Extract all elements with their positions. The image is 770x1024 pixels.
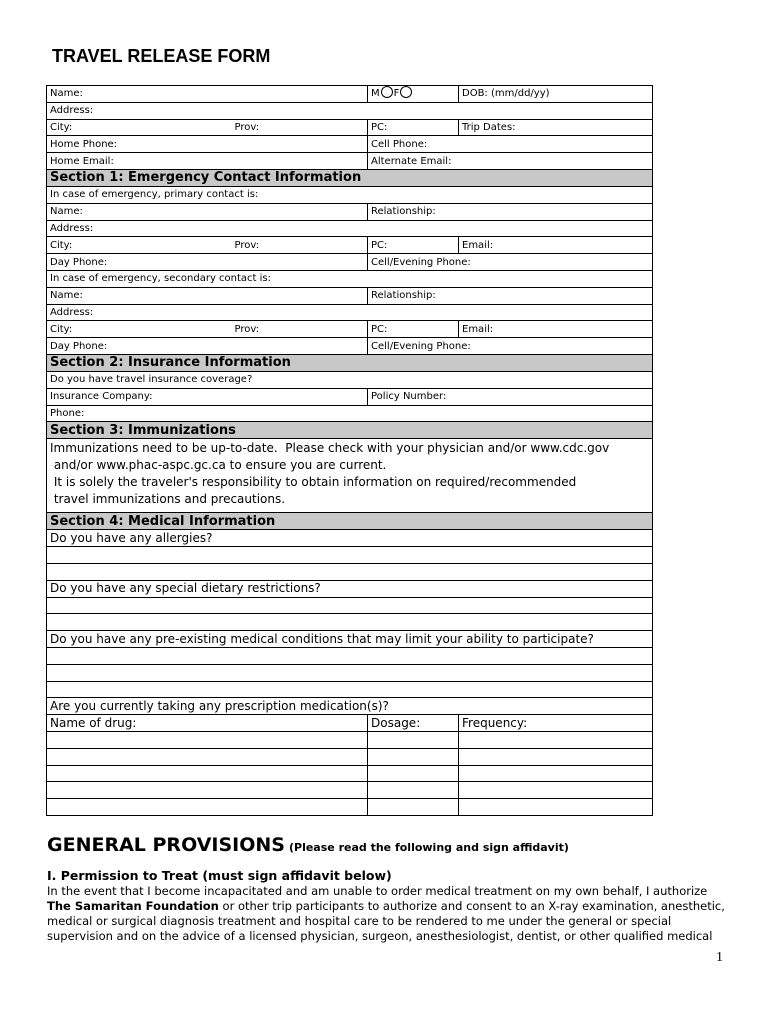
allergies-answer-line[interactable] [47,563,653,580]
section3-header: Section 3: Immunizations [47,422,653,439]
secondary-contact-intro: In case of emergency, secondary contact is: [47,270,653,287]
allergies-question: Do you have any allergies? [47,530,653,547]
dosage-cell[interactable] [368,731,459,748]
dietary-question: Do you have any special dietary restrictions? [47,580,653,597]
alternate-email-field[interactable]: Alternate Email: [368,153,653,170]
secondary-name-field[interactable]: Name: [47,287,368,304]
frequency-cell[interactable] [459,799,653,816]
page-number: 1 [716,950,723,965]
primary-cell-evening-field[interactable]: Cell/Evening Phone: [368,254,653,271]
drug-cell[interactable] [47,765,368,782]
drug-name-header: Name of drug: [47,715,368,732]
drug-cell[interactable] [47,748,368,765]
permission-to-treat-heading: I. Permission to Treat (must sign affidavit below) [47,868,392,883]
primary-address-field[interactable]: Address: [47,220,653,237]
insurance-company-field[interactable]: Insurance Company: [47,388,368,405]
primary-pc-field[interactable]: PC: [368,237,459,254]
section1-header: Section 1: Emergency Contact Information [47,169,653,186]
permission-to-treat-text: In the event that I become incapacitated and am unable to order medical treatment on my own behalf, I authorize The Samaritan Foundation or other trip participants to authorize and consent to an X-ray examination, anesthetic, medical or surgical diagnosis treatment and hospital care to be rendered to me under the general or special supervision and on the advice of a licensed physician, surgeon, anesthesiologist, dentist, or other qualified medical [47,884,725,943]
dob-field[interactable]: DOB: (mm/dd/yy) [459,86,653,103]
drug-cell[interactable] [47,782,368,799]
primary-day-phone-field[interactable]: Day Phone: [47,254,368,271]
dietary-answer-line[interactable] [47,597,653,614]
conditions-answer-line[interactable] [47,647,653,664]
dosage-cell[interactable] [368,765,459,782]
dosage-cell[interactable] [368,782,459,799]
conditions-answer-line[interactable] [47,681,653,698]
section2-header: Section 2: Insurance Information [47,354,653,371]
male-radio[interactable] [381,86,393,98]
secondary-city-field[interactable]: City: [47,321,232,338]
primary-relationship-field[interactable]: Relationship: [368,203,653,220]
secondary-pc-field[interactable]: PC: [368,321,459,338]
general-provisions-heading: GENERAL PROVISIONS (Please read the following and sign affidavit) [47,834,569,856]
prov-field[interactable]: Prov: [232,119,368,136]
secondary-prov-field[interactable]: Prov: [232,321,368,338]
travel-release-form-table [46,85,653,816]
primary-name-field[interactable]: Name: [47,203,368,220]
insurance-phone-field[interactable]: Phone: [47,405,653,422]
name-field[interactable]: Name: [47,86,368,103]
trip-dates-field[interactable]: Trip Dates: [459,119,653,136]
immunizations-text: Immunizations need to be up-to-date. Please check with your physician and/or www.cdc.gov and/or www.phac-aspc.gc.ca to ensure you are current. It is solely the traveler's responsibility to obtain information on required/recommended travel immunizations and precautions. [47,439,653,513]
dosage-cell[interactable] [368,799,459,816]
dosage-header: Dosage: [368,715,459,732]
dietary-answer-line[interactable] [47,614,653,631]
primary-prov-field[interactable]: Prov: [232,237,368,254]
sex-field[interactable]: M F [368,86,459,103]
female-radio[interactable] [400,86,412,98]
cell-phone-field[interactable]: Cell Phone: [368,136,653,153]
home-email-field[interactable]: Home Email: [47,153,368,170]
frequency-cell[interactable] [459,731,653,748]
frequency-cell[interactable] [459,782,653,799]
dosage-cell[interactable] [368,748,459,765]
insurance-coverage-question[interactable]: Do you have travel insurance coverage? [47,371,653,388]
policy-number-field[interactable]: Policy Number: [368,388,653,405]
frequency-cell[interactable] [459,765,653,782]
address-field[interactable]: Address: [47,102,653,119]
primary-city-field[interactable]: City: [47,237,232,254]
drug-cell[interactable] [47,731,368,748]
form-title: TRAVEL RELEASE FORM [52,46,271,66]
secondary-cell-evening-field[interactable]: Cell/Evening Phone: [368,338,653,355]
city-field[interactable]: City: [47,119,232,136]
primary-email-field[interactable]: Email: [459,237,653,254]
drug-cell[interactable] [47,799,368,816]
medication-question: Are you currently taking any prescription medication(s)? [47,698,653,715]
frequency-cell[interactable] [459,748,653,765]
secondary-relationship-field[interactable]: Relationship: [368,287,653,304]
section4-header: Section 4: Medical Information [47,513,653,530]
foundation-name: The Samaritan Foundation [47,899,219,913]
secondary-address-field[interactable]: Address: [47,304,653,321]
secondary-email-field[interactable]: Email: [459,321,653,338]
pc-field[interactable]: PC: [368,119,459,136]
frequency-header: Frequency: [459,715,653,732]
conditions-answer-line[interactable] [47,664,653,681]
conditions-question: Do you have any pre-existing medical conditions that may limit your ability to participate? [47,631,653,648]
allergies-answer-line[interactable] [47,547,653,564]
home-phone-field[interactable]: Home Phone: [47,136,368,153]
secondary-day-phone-field[interactable]: Day Phone: [47,338,368,355]
primary-contact-intro: In case of emergency, primary contact is: [47,186,653,203]
